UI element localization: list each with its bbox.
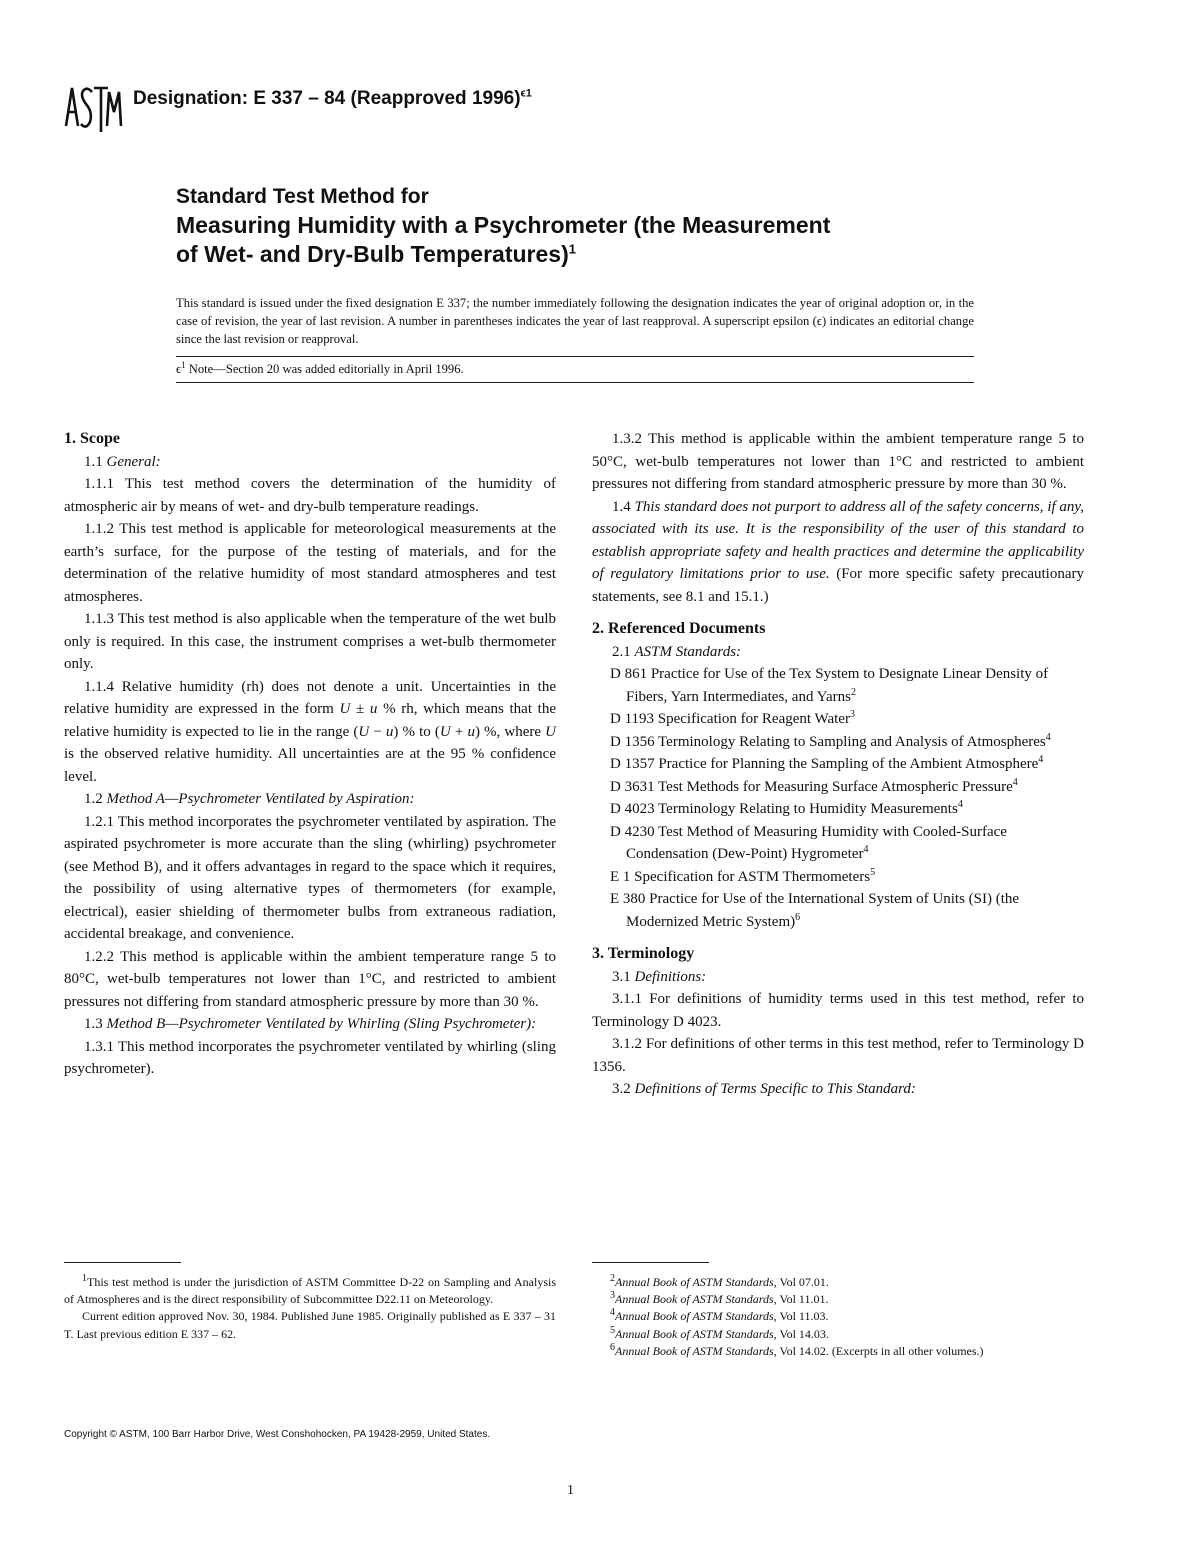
ref-item: D 861 Practice for Use of the Tex System to Designate Linear Density of Fibers, Yarn Intermediates, and Yarns$^2$ <box>610 666 1049 705</box>
title-line-3: of Wet- and Dry-Bulb Temperatures) <box>176 241 569 267</box>
ref-item: E 380 Practice for Use of the International System of Units (SI) (the Modernized Metric System)$^6$ <box>610 891 1020 930</box>
ref-item: D 4023 Terminology Relating to Humidity Measurements$^4$ <box>610 799 963 817</box>
para-1-1-2: 1.1.2 This test method is applicable for meteorological measurements at the earth’s surface, for the purpose of the testing of materials, and for the determination of the relative humidity of most standard atmospheres and test atmospheres. <box>64 521 556 605</box>
para-3-1-2: 3.1.2 For definitions of other terms in this test method, refer to Terminology D 1356. <box>592 1036 1084 1075</box>
title-line-1: Standard Test Method for <box>176 185 429 208</box>
ref-item: D 1356 Terminology Relating to Sampling and Analysis of Atmospheres$^4$ <box>610 731 1051 750</box>
para-3-2: 3.2 Definitions of Terms Specific to This Standard: <box>612 1081 916 1097</box>
para-1-2-1: 1.2.1 This method incorporates the psychrometer ventilated by aspiration. The aspirated psychrometer is more accurate than the sling (whirling) psychrometer (see Method B), and it offers advantages in regard to the space which it requires, the possibility of using alternative types of thermometers (for example, electrical), easier shielding of thermometer bulbs from extraneous radiation, accidental breakage, and convenience. <box>64 813 556 942</box>
ref-item: D 1193 Specification for Reagent Water$^3$ <box>610 709 855 727</box>
footnotes-left <box>64 1274 556 1343</box>
footnote-item: $^4$Annual Book of ASTM Standards, Vol 11.03. <box>610 1307 829 1324</box>
ref-item: D 4230 Test Method of Measuring Humidity with Cooled-Surface Condensation (Dew-Point) Hygrometer$^4$ <box>610 823 1007 862</box>
divider-top <box>176 356 974 357</box>
section-heading-terminology: 3. Terminology <box>592 945 695 962</box>
astm-logo-icon <box>63 82 123 136</box>
editorial-note <box>176 359 464 377</box>
para-1-4: 1.4 This standard does not purport to address all of the safety concerns, if any, associated with its use. It is the responsibility of the user of this standard to establish appropriate safety and health practices and determine the applicability of regulatory limitations prior to use. (For more specific safety precautionary statements, see 8.1 and 15.1.) <box>592 498 1085 605</box>
designation-text: Designation: E 337 – 84 (Reapproved 1996) <box>133 88 521 109</box>
footnote-item: $^3$Annual Book of ASTM Standards, Vol 11.01. <box>610 1290 829 1307</box>
footnote-item: $^2$Annual Book of ASTM Standards, Vol 07.01. <box>610 1273 829 1289</box>
copyright-line: Copyright © ASTM, 100 Barr Harbor Drive, West Conshohocken, PA 19428-2959, United States. <box>64 1429 491 1440</box>
left-column <box>64 428 556 1081</box>
title-sup: 1 <box>568 241 576 257</box>
para-1-1-1: 1.1.1 This test method covers the determination of the humidity of atmospheric air by means of wet- and dry-bulb temperature readings. <box>64 476 556 515</box>
designation-sup: ϵ1 <box>520 87 532 100</box>
ref-item: D 3631 Test Methods for Measuring Surface Atmospheric Pressure$^4$ <box>610 776 1018 795</box>
para-3-1-1: 3.1.1 For definitions of humidity terms used in this test method, refer to Terminology D 4023. <box>592 991 1084 1030</box>
document-title <box>176 182 996 269</box>
para-1-1 <box>64 451 556 474</box>
divider-bottom <box>176 382 974 383</box>
footnote-rule-left <box>64 1262 181 1263</box>
para-1-1-4: 1.1.4 Relative humidity (rh) does not denote a unit. Uncertainties in the relative humidity are expressed in the form U ± u % rh, which means that the relative humidity is expected to lie in the range (U − u) % to (U + u) %, where U is the observed relative humidity. All uncertainties are at the 95 % confidence level. <box>64 678 557 785</box>
note-epsilon: ϵ <box>176 362 182 376</box>
section-heading-scope: 1. Scope <box>64 430 120 447</box>
para-1-3: 1.3 Method B—Psychrometer Ventilated by Whirling (Sling Psychrometer): <box>84 1016 537 1032</box>
ref-item: E 1 Specification for ASTM Thermometers$^5$ <box>610 866 876 885</box>
intro-paragraph: This standard is issued under the fixed designation E 337; the number immediately following the designation indicates the year of original adoption or, in the case of revision, the year of last revision. A number in parentheses indicates the year of last reapproval. A superscript epsilon (ϵ) indicates an editorial change since the last revision or reapproval. <box>176 296 974 346</box>
footnote-1: $^1$This test method is under the jurisdiction of ASTM Committee D-22 on Sampling and Analysis of Atmospheres and is the direct responsibility of Subcommittee D22.11 on Meteorology. <box>64 1273 556 1307</box>
para-num: 1.1 <box>84 453 107 470</box>
right-column <box>592 428 1084 1101</box>
designation <box>133 88 532 110</box>
para-1-1-3: 1.1.3 This test method is also applicable when the temperature of the wet bulb only is required. In this case, the instrument comprises a wet-bulb thermometer only. <box>64 611 556 672</box>
para-1-3-1: 1.3.1 This method incorporates the psychrometer ventilated by whirling (sling psychrometer). <box>64 1038 556 1077</box>
para-italic: General: <box>106 453 161 470</box>
page-number: 1 <box>567 1483 574 1498</box>
para-1-2: 1.2 Method A—Psychrometer Ventilated by Aspiration: <box>84 791 415 807</box>
footnote-item: $^5$Annual Book of ASTM Standards, Vol 14.03. <box>610 1324 829 1341</box>
para-1-3-2: 1.3.2 This method is applicable within the ambient temperature range 5 to 50°C, wet-bulb temperatures not lower than 1°C and restricted to ambient pressures not differing from standard atmospheric pressure by more than 30 %. <box>592 431 1084 492</box>
para-1-2-2: 1.2.2 This method is applicable within the ambient temperature range 5 to 80°C, wet-bulb temperatures not lower than 1°C, and restricted to ambient pressures not differing from standard atmospheric pressure by more than 30 %. <box>64 948 556 1010</box>
note-text: Note—Section 20 was added editorially in April 1996. <box>185 362 464 376</box>
footnotes-right <box>592 1274 1084 1360</box>
ref-item: D 1357 Practice for Planning the Sampling of the Ambient Atmosphere$^4$ <box>610 754 1044 772</box>
section-heading-referenced-documents: 2. Referenced Documents <box>592 620 766 637</box>
footnote-item: $^6$Annual Book of ASTM Standards, Vol 14.02. (Excerpts in all other volumes.) <box>610 1341 984 1358</box>
para-2-1: 2.1 ASTM Standards: <box>612 643 742 660</box>
footnote-rule-right <box>592 1262 709 1263</box>
footnote-1-b: Current edition approved Nov. 30, 1984. Published June 1985. Originally published as E 337 – 31 T. Last previous edition E 337 – 62. <box>64 1309 556 1341</box>
title-line-2: Measuring Humidity with a Psychrometer (the Measurement <box>176 212 831 238</box>
para-3-1: 3.1 Definitions: <box>612 968 707 985</box>
note-sup: 1 <box>181 359 186 370</box>
